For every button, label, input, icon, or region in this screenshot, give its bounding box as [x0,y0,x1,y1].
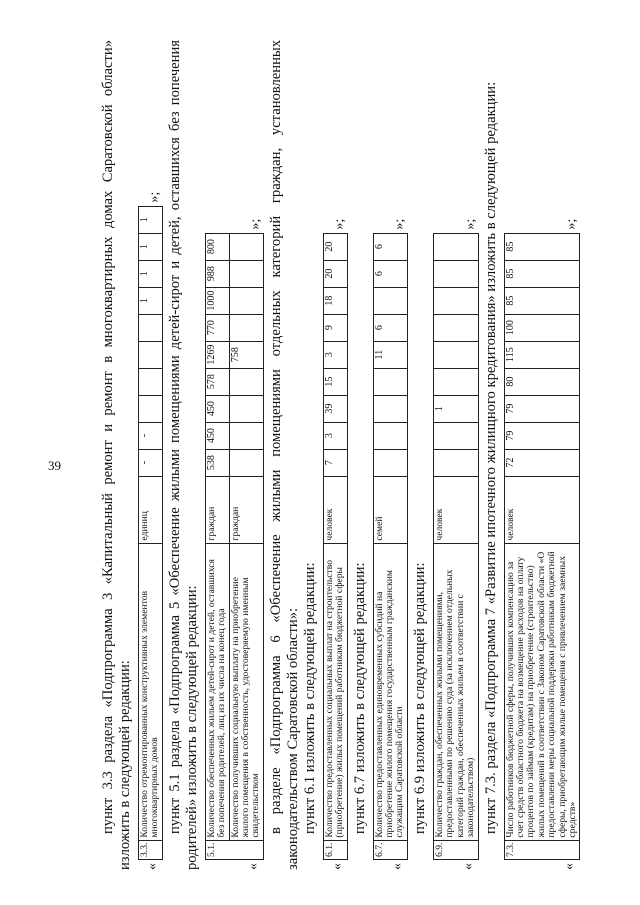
row-unit: человек [504,476,580,543]
value-cell: 800 [205,233,229,260]
value-cell [433,449,478,476]
value-cell [229,422,263,449]
row-number: 7.3. [504,840,580,859]
value-cell [229,287,263,314]
value-cell: 7 [323,449,347,476]
value-cell [433,287,478,314]
value-cell: 3 [323,341,347,368]
table-row [323,233,347,859]
value-cell: 6 [373,260,407,287]
open-quote: « [389,863,405,870]
row-unit: граждан [205,476,229,543]
value-cell [229,395,263,422]
row-description: Количество граждан, обеспеченных жилыми помещениями, предоставленными по решению суда (за исключением отдельных категорий граждан, обеспеченных жильем в соответствии с законодательством) [433,543,478,840]
value-cell: 80 [504,368,580,395]
indicator-table [205,233,264,860]
close-quote: »; [331,218,347,230]
value-cell: 6 [373,314,407,341]
open-quote: « [562,863,578,870]
value-cell: 988 [205,260,229,287]
table-row [504,233,580,859]
value-cell [373,368,407,395]
row-description: Количество обеспеченных жильем детей-сирот и детей, оставшихся без попечения родителей, лиц из их числа на конец года [205,543,229,840]
point-6-1-intro: пункт 6.1 изложить в следующей редакции: [301,562,318,834]
table-row [373,233,407,859]
value-cell [433,368,478,395]
row-description: Количество предоставленных социальных выплат на строительство (приобретение) жилых помещений работникам бюджетной сферы [323,543,347,840]
value-cell: 1 [139,260,163,287]
table-row [229,233,263,859]
value-cell [229,368,263,395]
value-cell [229,314,263,341]
value-cell: 1269 [205,341,229,368]
row-number: 5.1. [205,840,263,859]
value-cell: 79 [504,395,580,422]
value-cell: 1 [139,287,163,314]
row-number: 6.9. [433,840,478,859]
value-cell: 3 [323,422,347,449]
value-cell [373,287,407,314]
value-cell: 79 [504,422,580,449]
row-number: 3.3. [139,840,163,859]
row-description: Число работников бюджетной сферы, получивших компенсацию за счет средств областного бюджета на возмещение расходов на оплату процентов по займам (кредитам) на приобретение (строительство) жилых помещений в соответствии с Законом Саратовской области «О предоставлении меры социальной поддержки работникам бюджетной сферы, приобретающим жилые помещения с привлечением заемных средств» [504,543,580,840]
indicator-table [138,206,163,860]
value-cell: 578 [205,368,229,395]
value-cell [433,314,478,341]
value-cell: - [139,449,163,476]
table-7-3 [504,40,581,870]
row-unit: семей [373,476,407,543]
value-cell [433,260,478,287]
table-row [205,233,229,859]
value-cell: 20 [323,233,347,260]
value-cell: 85 [504,233,580,260]
value-cell [139,368,163,395]
value-cell [139,314,163,341]
value-cell: 1000 [205,287,229,314]
value-cell: 450 [205,422,229,449]
row-unit: человек [433,476,478,543]
row-number: 6.1. [323,840,347,859]
value-cell: 6 [373,233,407,260]
close-quote: »; [391,218,407,230]
section-6-intro: в разделе «Подпрограмма 6 «Обеспечение жилыми помещениями отдельных категорий граждан, установленных законодательством Саратовской области»: [267,40,301,870]
row-unit: человек [323,476,347,543]
indicator-table [323,233,348,860]
table-3-3 [138,40,163,870]
section-7-3-intro: пункт 7.3. раздела «Подпрограмма 7 «Развитие ипотечного жилищного кредитования» изложить в следующей редакции: [482,81,499,834]
section-5-1-intro: пункт 5.1 раздела «Подпрограмма 5 «Обеспечение жилыми помещениями детей-сирот и детей, оставшихся без попечения родителей» изложить в следующей редакции: [166,40,200,870]
value-cell: 1 [139,206,163,233]
value-cell: 115 [504,341,580,368]
open-quote: « [144,863,160,870]
point-6-7-intro: пункт 6.7 изложить в следующей редакции: [351,562,368,834]
value-cell: - [139,422,163,449]
value-cell: 1 [433,395,478,422]
value-cell: 100 [504,314,580,341]
table-6-1 [323,40,348,870]
value-cell: 1 [139,233,163,260]
table-6-7 [373,40,408,870]
table-5-1 [205,40,264,870]
rotated-page-content [100,40,640,870]
close-quote: »; [146,191,162,203]
value-cell [229,449,263,476]
row-description: Количество отремонтированных конструктивных элементов многоквартирных домов [139,543,163,840]
row-unit: единиц [139,476,163,543]
value-cell: 15 [323,368,347,395]
value-cell: 758 [229,341,263,368]
row-description: Количество предоставленных единовременных субсидий на приобретение жилого помещения государственным гражданским служащим Саратовской области [373,543,407,840]
row-description: Количество получивших социальную выплату на приобретение жилого помещения в собственность, удостоверяемую именным свидетельством [229,543,263,840]
close-quote: »; [564,218,580,230]
value-cell [433,341,478,368]
close-quote: »; [462,218,478,230]
value-cell [229,233,263,260]
value-cell [139,395,163,422]
value-cell: 538 [205,449,229,476]
close-quote: »; [247,218,263,230]
open-quote: « [460,863,476,870]
table-row [433,233,478,859]
row-number: 6.7. [373,840,407,859]
value-cell [433,422,478,449]
row-unit: граждан [229,476,263,543]
indicator-table [373,233,408,860]
table-row [139,206,163,859]
value-cell [373,422,407,449]
section-3-3-intro: пункт 3.3 раздела «Подпрограмма 3 «Капитальный ремонт и ремонт в многоквартирных домах Саратовской области» изложить в следующей редакции: [100,40,133,870]
value-cell [433,233,478,260]
page-number: 39 [48,458,61,473]
value-cell [139,341,163,368]
open-quote: « [329,863,345,870]
indicator-table [433,233,479,860]
value-cell [229,260,263,287]
value-cell: 11 [373,341,407,368]
point-6-9-intro: пункт 6.9 изложить в следующей редакции: [411,562,428,834]
value-cell: 85 [504,260,580,287]
indicator-table [504,233,581,860]
value-cell: 72 [504,449,580,476]
open-quote: « [245,863,261,870]
value-cell: 9 [323,314,347,341]
value-cell: 770 [205,314,229,341]
value-cell: 39 [323,395,347,422]
table-6-9 [433,40,479,870]
value-cell: 85 [504,287,580,314]
value-cell: 20 [323,260,347,287]
value-cell [373,449,407,476]
value-cell [373,395,407,422]
value-cell: 450 [205,395,229,422]
value-cell: 18 [323,287,347,314]
